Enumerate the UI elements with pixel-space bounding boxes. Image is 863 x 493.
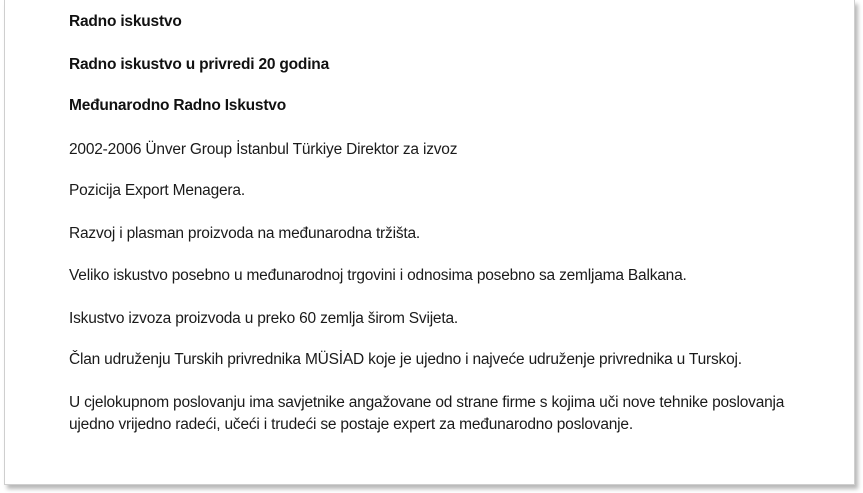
- paragraph-line: Razvoj i plasman proizvoda na međunarodna tržišta.: [69, 225, 420, 242]
- paragraph-line: Veliko iskustvo posebno u međunarodnoj trgovini i odnosima posebno sa zemljama Balkana.: [69, 267, 687, 284]
- subsection-heading: Međunarodno Radno Iskustvo: [69, 97, 286, 114]
- job-entry: 2002-2006 Ünver Group İstanbul Türkiye Direktor za izvoz: [69, 141, 458, 158]
- experience-summary: Radno iskustvo u privredi 20 godina: [69, 56, 329, 73]
- section-heading: Radno iskustvo: [69, 13, 182, 30]
- position-line: Pozicija Export Menagera.: [69, 182, 245, 199]
- document-page: [4, 0, 855, 485]
- paragraph-block: U cjelokupnom poslovanju ima savjetnike angažovane od strane firme s kojima uči nove tehnike poslovanja ujedno vrijedno radeći, učeći i trudeći se postaje expert za međunarodno poslovanje.: [69, 394, 785, 433]
- paragraph-line: Iskustvo izvoza proizvoda u preko 60 zemlja širom Svijeta.: [69, 310, 458, 327]
- paragraph-line: Član udruženju Turskih privrednika MÜSİAD koje je ujedno i najveće udruženje privrednika u Turskoj.: [69, 351, 742, 368]
